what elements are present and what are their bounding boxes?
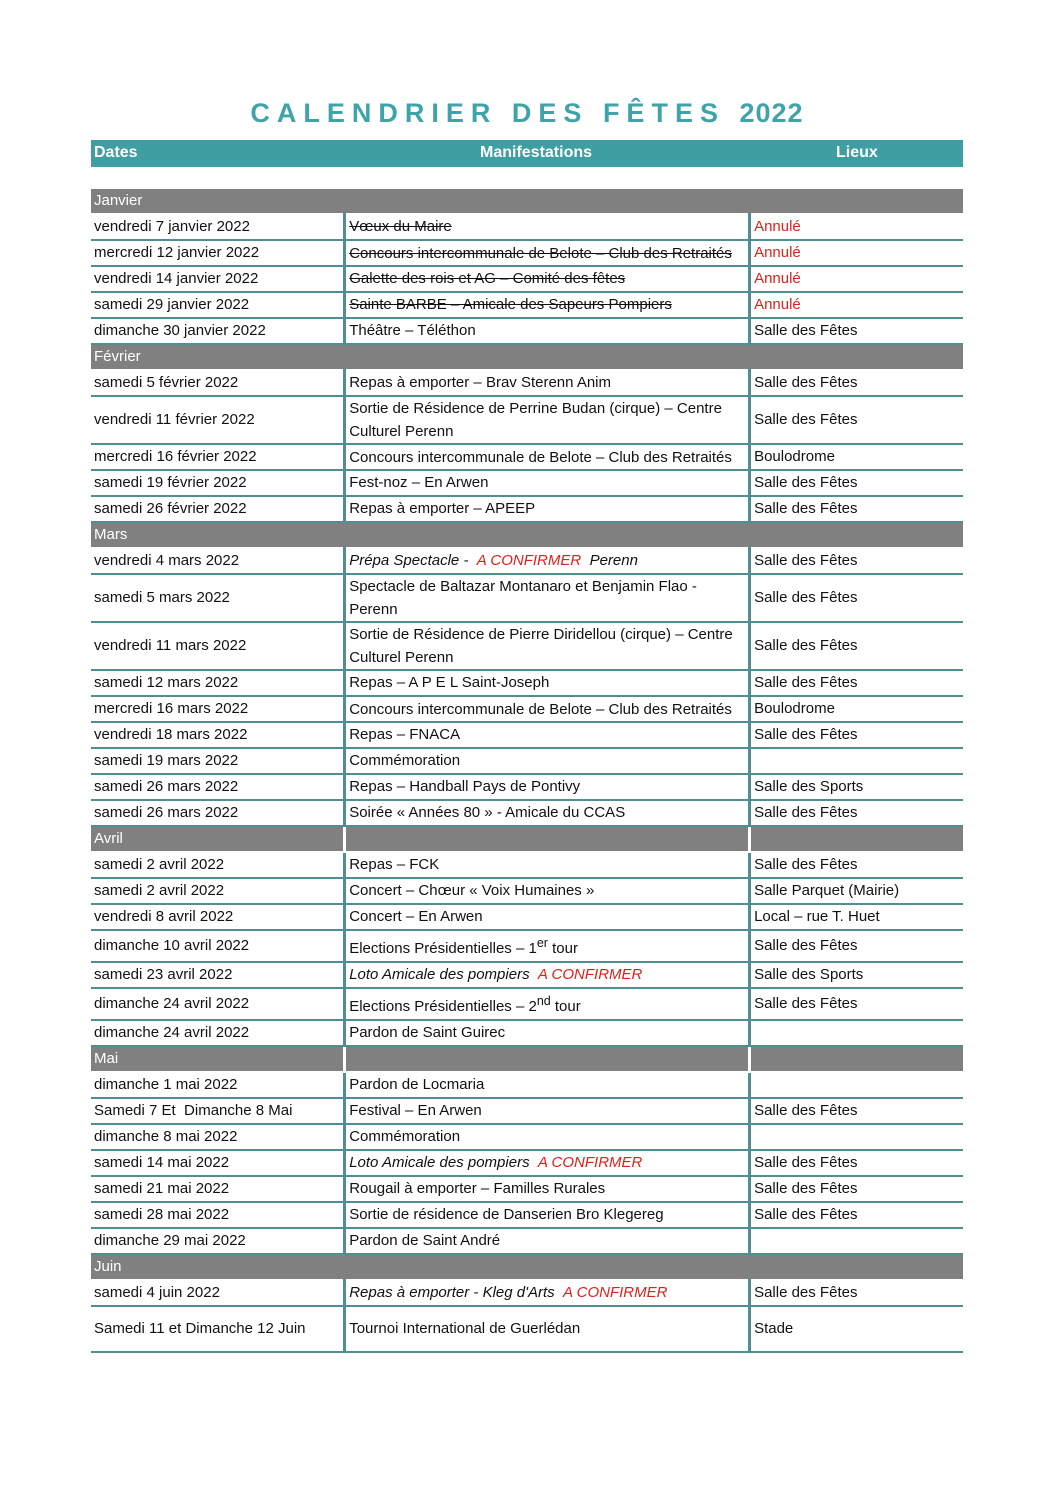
event-cell: Sainte BARBE – Amicale des Sapeurs Pompiers	[345, 292, 750, 318]
date-cell: samedi 26 mars 2022	[91, 800, 345, 826]
date-cell: samedi 19 février 2022	[91, 470, 345, 496]
place-cell: Salle des Fêtes	[750, 1280, 963, 1306]
date-cell: vendredi 11 mars 2022	[91, 622, 345, 670]
event-cell	[345, 962, 750, 988]
date-cell: samedi 14 mai 2022	[91, 1150, 345, 1176]
place-cell: Salle des Fêtes	[750, 988, 963, 1020]
date-cell: dimanche 24 avril 2022	[91, 988, 345, 1020]
table-row	[91, 878, 963, 904]
date-cell: samedi 19 mars 2022	[91, 748, 345, 774]
table-row	[91, 548, 963, 574]
table-row	[91, 722, 963, 748]
table-row	[91, 1020, 963, 1046]
event-text: Loto Amicale des pompiers	[349, 966, 530, 983]
place-cell: Salle des Fêtes	[750, 1176, 963, 1202]
place-cell: Salle des Fêtes	[750, 670, 963, 696]
place-cell: Annulé	[750, 240, 963, 266]
place-cell: Annulé	[750, 266, 963, 292]
date-cell: mercredi 12 janvier 2022	[91, 240, 345, 266]
table-row	[91, 1150, 963, 1176]
month-label: Mars	[91, 522, 345, 548]
event-cell: Pardon de Locmaria	[345, 1072, 750, 1098]
place-cell: Salle des Fêtes	[750, 318, 963, 344]
event-cell: Repas à emporter – APEEP	[345, 496, 750, 522]
place-cell: Salle des Fêtes	[750, 722, 963, 748]
event-cell: Théâtre – Téléthon	[345, 318, 750, 344]
month-label: Janvier	[91, 189, 345, 214]
event-text: Repas à emporter - Kleg d'Arts	[349, 1284, 555, 1301]
event-text-suffix: tour	[550, 998, 581, 1015]
date-cell: samedi 26 février 2022	[91, 496, 345, 522]
event-cell: Galette des rois et AG – Comité des fêtes	[345, 266, 750, 292]
table-row	[91, 696, 963, 722]
date-cell: mercredi 16 mars 2022	[91, 696, 345, 722]
event-cell	[345, 548, 750, 574]
table-row	[91, 962, 963, 988]
table-row	[91, 622, 963, 670]
event-cell: Sortie de résidence de Danserien Bro Klegereg	[345, 1202, 750, 1228]
place-cell	[750, 1228, 963, 1254]
event-cell: Tournoi International de Guerlédan	[345, 1306, 750, 1352]
event-cell: Rougail à emporter – Familles Rurales	[345, 1176, 750, 1202]
table-row	[91, 444, 963, 470]
event-cell: Fest-noz – En Arwen	[345, 470, 750, 496]
header-dates: Dates	[94, 144, 138, 161]
table-row	[91, 670, 963, 696]
date-cell: samedi 4 juin 2022	[91, 1280, 345, 1306]
event-cell	[345, 1150, 750, 1176]
date-cell: samedi 2 avril 2022	[91, 878, 345, 904]
table-row	[91, 1202, 963, 1228]
month-row-fevrier	[91, 344, 963, 370]
event-text-suffix: Perenn	[589, 552, 638, 569]
place-cell: Local – rue T. Huet	[750, 904, 963, 930]
event-cell: Sortie de Résidence de Pierre Diridellou (cirque) – Centre Culturel Perenn	[345, 622, 750, 670]
event-cell: Pardon de Saint Guirec	[345, 1020, 750, 1046]
place-cell	[750, 1072, 963, 1098]
ordinal-suffix: er	[536, 936, 548, 950]
date-cell: samedi 26 mars 2022	[91, 774, 345, 800]
month-label: Février	[91, 344, 345, 370]
event-cell: Concert – En Arwen	[345, 904, 750, 930]
date-cell: vendredi 8 avril 2022	[91, 904, 345, 930]
table-row	[91, 930, 963, 962]
confirm-badge: A CONFIRMER	[476, 552, 582, 569]
date-cell: dimanche 29 mai 2022	[91, 1228, 345, 1254]
place-cell	[750, 1020, 963, 1046]
table-row	[91, 574, 963, 622]
place-cell: Salle des Fêtes	[750, 496, 963, 522]
event-cell: Soirée « Années 80 » - Amicale du CCAS	[345, 800, 750, 826]
table-row	[91, 988, 963, 1020]
place-cell: Salle des Fêtes	[750, 622, 963, 670]
place-cell: Salle des Fêtes	[750, 574, 963, 622]
date-cell: samedi 5 février 2022	[91, 370, 345, 396]
table-row	[91, 1098, 963, 1124]
table-row	[91, 470, 963, 496]
date-cell: dimanche 8 mai 2022	[91, 1124, 345, 1150]
place-cell: Salle des Fêtes	[750, 370, 963, 396]
table-row	[91, 370, 963, 396]
event-cell: Vœux du Maire	[345, 214, 750, 240]
place-cell: Salle des Fêtes	[750, 1098, 963, 1124]
event-cell: Concours intercommunale de Belote – Club des Retraités	[345, 444, 750, 470]
month-row-mai	[91, 1046, 963, 1072]
table-row	[91, 800, 963, 826]
event-cell: Repas – FNACA	[345, 722, 750, 748]
confirm-badge: A CONFIRMER	[537, 1154, 643, 1171]
month-row-mars	[91, 522, 963, 548]
place-cell	[750, 748, 963, 774]
date-cell: dimanche 24 avril 2022	[91, 1020, 345, 1046]
month-row-avril	[91, 826, 963, 852]
title-year: 2022	[739, 98, 804, 128]
date-cell: samedi 23 avril 2022	[91, 962, 345, 988]
events-table	[91, 189, 963, 1353]
date-cell: samedi 28 mai 2022	[91, 1202, 345, 1228]
event-cell	[345, 988, 750, 1020]
date-cell: samedi 29 janvier 2022	[91, 292, 345, 318]
date-cell: Samedi 7 Et Dimanche 8 Mai	[91, 1098, 345, 1124]
confirm-badge: A CONFIRMER	[563, 1284, 668, 1301]
confirm-badge: A CONFIRMER	[537, 966, 643, 983]
ordinal-suffix: nd	[536, 994, 551, 1008]
table-row	[91, 852, 963, 878]
date-cell: samedi 2 avril 2022	[91, 852, 345, 878]
table-row	[91, 774, 963, 800]
place-cell: Stade	[750, 1306, 963, 1352]
table-row	[91, 1280, 963, 1306]
header-manifestations: Manifestations	[480, 144, 593, 161]
event-cell: Repas – FCK	[345, 852, 750, 878]
event-cell: Repas – Handball Pays de Pontivy	[345, 774, 750, 800]
event-cell	[345, 1280, 750, 1306]
date-cell: samedi 21 mai 2022	[91, 1176, 345, 1202]
place-cell: Salle des Fêtes	[750, 470, 963, 496]
date-cell: dimanche 30 janvier 2022	[91, 318, 345, 344]
place-cell: Boulodrome	[750, 444, 963, 470]
table-row	[91, 904, 963, 930]
event-cell: Sortie de Résidence de Perrine Budan (cirque) – Centre Culturel Perenn	[345, 396, 750, 444]
event-text-suffix: tour	[547, 940, 578, 957]
event-cell: Commémoration	[345, 1124, 750, 1150]
table-row	[91, 292, 963, 318]
date-cell: Samedi 11 et Dimanche 12 Juin	[91, 1306, 345, 1352]
place-cell	[750, 1124, 963, 1150]
month-label: Avril	[91, 826, 345, 852]
event-cell	[345, 930, 750, 962]
date-cell: dimanche 1 mai 2022	[91, 1072, 345, 1098]
table-row	[91, 1124, 963, 1150]
table-header	[91, 140, 963, 167]
event-cell: Concours intercommunale de Belote – Club des Retraités	[345, 240, 750, 266]
event-cell: Festival – En Arwen	[345, 1098, 750, 1124]
table-row	[91, 266, 963, 292]
table-row	[91, 1176, 963, 1202]
month-row-juin	[91, 1254, 963, 1280]
table-row	[91, 318, 963, 344]
date-cell: vendredi 7 janvier 2022	[91, 214, 345, 240]
place-cell: Salle des Fêtes	[750, 548, 963, 574]
table-row	[91, 396, 963, 444]
place-cell: Salle des Fêtes	[750, 800, 963, 826]
date-cell: mercredi 16 février 2022	[91, 444, 345, 470]
event-cell: Pardon de Saint André	[345, 1228, 750, 1254]
title-text: CALENDRIER DES FÊTES	[250, 98, 725, 128]
month-label: Juin	[91, 1254, 345, 1280]
place-cell: Salle des Fêtes	[750, 930, 963, 962]
date-cell: vendredi 18 mars 2022	[91, 722, 345, 748]
month-row-janvier	[91, 189, 963, 214]
place-cell: Salle des Fêtes	[750, 396, 963, 444]
place-cell: Salle des Fêtes	[750, 1202, 963, 1228]
place-cell: Salle des Sports	[750, 962, 963, 988]
place-cell: Annulé	[750, 292, 963, 318]
event-text: Elections Présidentielles – 1	[349, 940, 537, 957]
month-label: Mai	[91, 1046, 345, 1072]
event-cell: Concours intercommunale de Belote – Club des Retraités	[345, 696, 750, 722]
table-row	[91, 496, 963, 522]
event-text: Loto Amicale des pompiers	[349, 1154, 530, 1171]
place-cell: Salle des Fêtes	[750, 1150, 963, 1176]
event-cell: Commémoration	[345, 748, 750, 774]
event-text: Elections Présidentielles – 2	[349, 998, 537, 1015]
date-cell: vendredi 11 février 2022	[91, 396, 345, 444]
table-row	[91, 1228, 963, 1254]
event-text: Prépa Spectacle -	[349, 552, 469, 569]
place-cell: Annulé	[750, 214, 963, 240]
table-row	[91, 1072, 963, 1098]
place-cell: Salle Parquet (Mairie)	[750, 878, 963, 904]
date-cell: vendredi 14 janvier 2022	[91, 266, 345, 292]
place-cell: Salle des Sports	[750, 774, 963, 800]
event-cell: Spectacle de Baltazar Montanaro et Benjamin Flao - Perenn	[345, 574, 750, 622]
event-cell: Repas à emporter – Brav Sterenn Anim	[345, 370, 750, 396]
date-cell: dimanche 10 avril 2022	[91, 930, 345, 962]
header-lieux: Lieux	[836, 144, 878, 161]
table-row	[91, 240, 963, 266]
date-cell: samedi 12 mars 2022	[91, 670, 345, 696]
table-row	[91, 748, 963, 774]
event-cell: Repas – A P E L Saint-Joseph	[345, 670, 750, 696]
event-cell: Concert – Chœur « Voix Humaines »	[345, 878, 750, 904]
date-cell: vendredi 4 mars 2022	[91, 548, 345, 574]
place-cell: Salle des Fêtes	[750, 852, 963, 878]
table-row	[91, 1306, 963, 1352]
table-row	[91, 214, 963, 240]
date-cell: samedi 5 mars 2022	[91, 574, 345, 622]
page-title	[90, 98, 964, 129]
place-cell: Boulodrome	[750, 696, 963, 722]
